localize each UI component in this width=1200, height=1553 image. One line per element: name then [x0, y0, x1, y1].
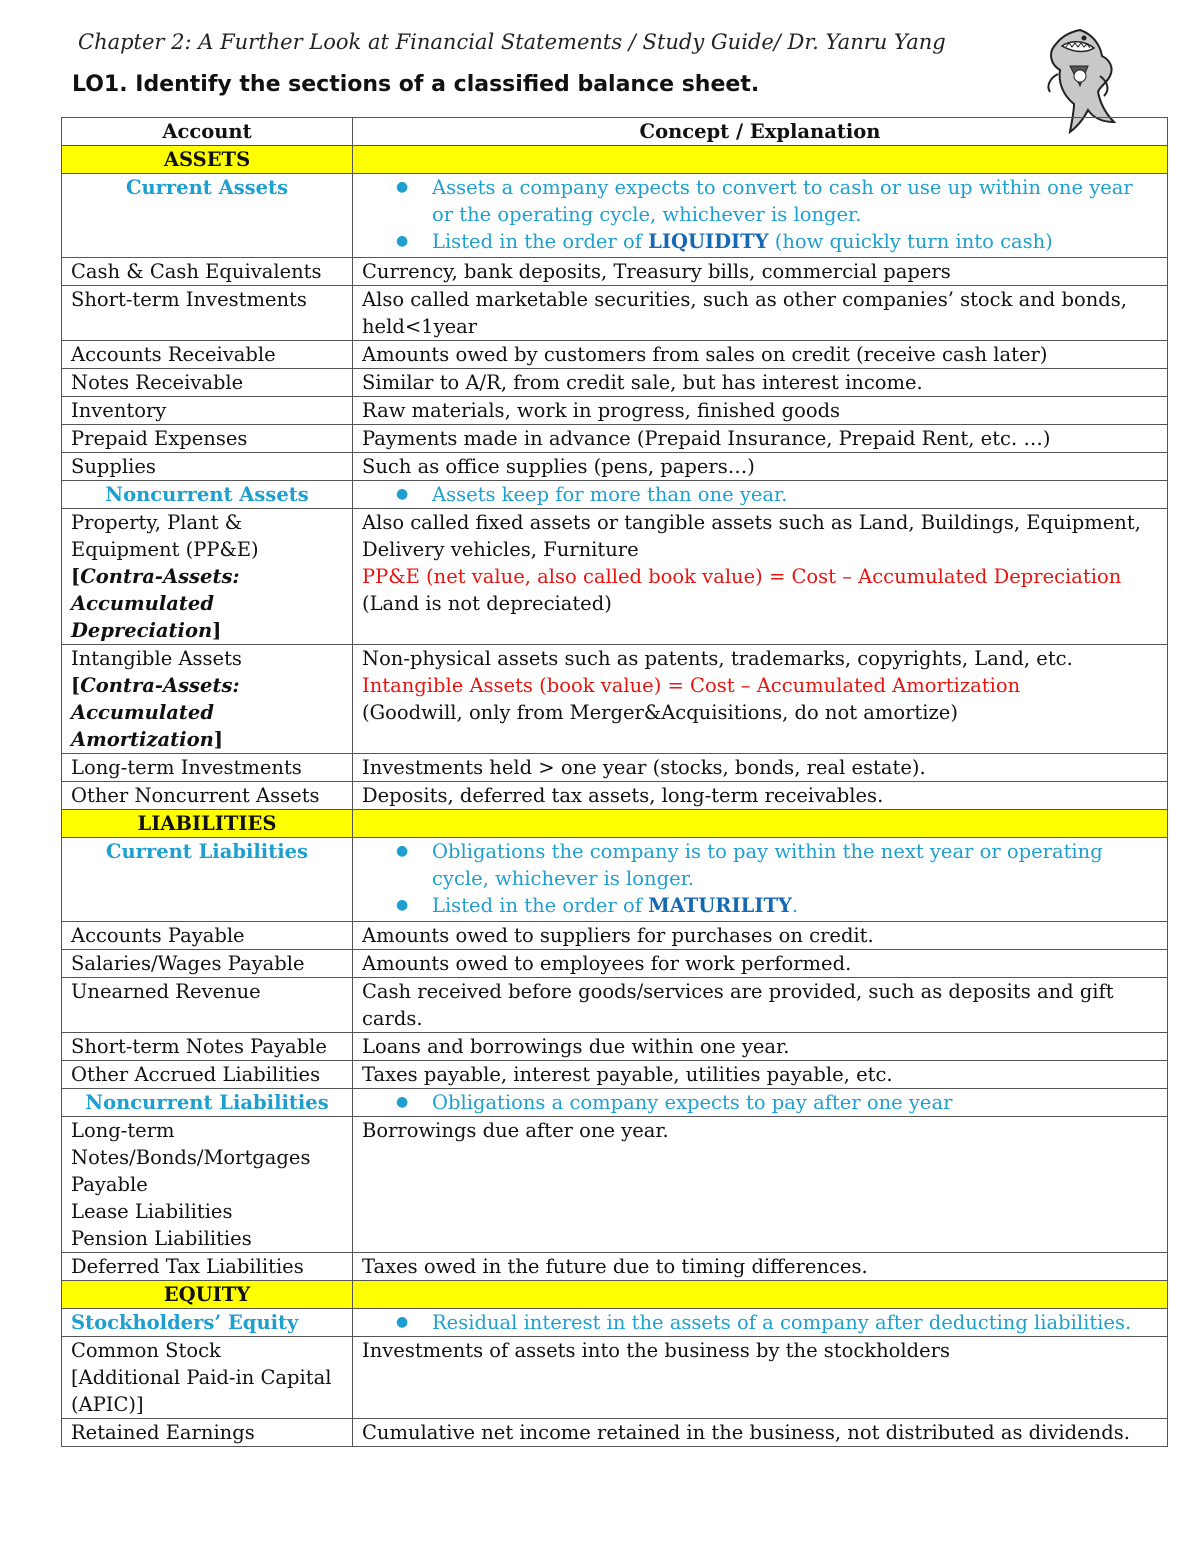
explanation-cell: Loans and borrowings due within one year.	[353, 1033, 1168, 1061]
explanation-cell: Deposits, deferred tax assets, long-term receivables.	[353, 782, 1168, 810]
account-cell: Retained Earnings	[62, 1419, 353, 1447]
table-row	[62, 258, 1168, 286]
account-cell: Prepaid Expenses	[62, 425, 353, 453]
account-cell: Short-term Investments	[62, 286, 353, 341]
account-cell: Common Stock [Additional Paid-in Capital (APIC)]	[62, 1337, 353, 1419]
table-row	[62, 369, 1168, 397]
section-row-liabilities	[62, 810, 1168, 838]
explanation-cell: Amounts owed to employees for work performed.	[353, 950, 1168, 978]
subsection-row-stockholders-equity	[62, 1309, 1168, 1337]
table-row	[62, 1033, 1168, 1061]
bullet-item: ● Residual interest in the assets of a company after deducting liabilities.	[432, 1309, 1158, 1336]
section-row-equity	[62, 1281, 1168, 1309]
account-cell: Deferred Tax Liabilities	[62, 1253, 353, 1281]
table-header-row	[62, 118, 1168, 146]
bullet-item: ● Obligations the company is to pay within the next year or operating cycle, whichever is longer.	[432, 838, 1158, 892]
explanation-cell: Borrowings due after one year.	[353, 1117, 1168, 1253]
account-cell: Other Noncurrent Assets	[62, 782, 353, 810]
explanation-cell: Cumulative net income retained in the business, not distributed as dividends.	[353, 1419, 1168, 1447]
explanation-cell: Taxes owed in the future due to timing differences.	[353, 1253, 1168, 1281]
column-header-account: Account	[62, 118, 353, 146]
table-row	[62, 509, 1168, 645]
account-cell: Notes Receivable	[62, 369, 353, 397]
section-row-assets	[62, 146, 1168, 174]
learning-objective-title: LO1. Identify the sections of a classified balance sheet.	[72, 72, 760, 97]
bullet-item: ● Assets a company expects to convert to cash or use up within one year or the operating cycle, whichever is longer.	[432, 174, 1158, 228]
table-row	[62, 1117, 1168, 1253]
subsection-row-current-liabilities	[62, 838, 1168, 922]
contra-label: Contra-Assets:	[80, 674, 240, 697]
table-row	[62, 922, 1168, 950]
explanation-cell: Also called marketable securities, such as other companies’ stock and bonds, held<1year	[353, 286, 1168, 341]
subsection-label: Current Liabilities	[62, 838, 353, 922]
explanation-cell: Investments held > one year (stocks, bonds, real estate).	[353, 754, 1168, 782]
account-cell: Accounts Receivable	[62, 341, 353, 369]
table-row	[62, 397, 1168, 425]
explanation-cell: Amounts owed by customers from sales on credit (receive cash later)	[353, 341, 1168, 369]
subsection-row-noncurrent-liabilities	[62, 1089, 1168, 1117]
bullet-item: ● Listed in the order of LIQUIDITY (how quickly turn into cash)	[432, 228, 1158, 255]
table-row	[62, 425, 1168, 453]
subsection-label: Current Assets	[62, 174, 353, 258]
account-cell: Long-term Notes/Bonds/Mortgages Payable Lease Liabilities Pension Liabilities	[62, 1117, 353, 1253]
subsection-label: Noncurrent Liabilities	[62, 1089, 353, 1117]
explanation-cell: Payments made in advance (Prepaid Insurance, Prepaid Rent, etc. …)	[353, 425, 1168, 453]
table-row	[62, 1337, 1168, 1419]
explanation-cell: Amounts owed to suppliers for purchases on credit.	[353, 922, 1168, 950]
account-cell: Property, Plant & Equipment (PP&E) [Contra-Assets: Accumulated Depreciation]	[62, 509, 353, 645]
account-cell: Long-term Investments	[62, 754, 353, 782]
explanation-cell: Currency, bank deposits, Treasury bills, commercial papers	[353, 258, 1168, 286]
keyword: MATURILITY	[648, 894, 792, 917]
explanation-cell: Such as office supplies (pens, papers…)	[353, 453, 1168, 481]
account-cell: Salaries/Wages Payable	[62, 950, 353, 978]
section-label: LIABILITIES	[62, 810, 353, 838]
formula-text: Intangible Assets (book value) = Cost – Accumulated Amortization	[362, 674, 1021, 697]
bullet-item: ● Listed in the order of MATURILITY.	[432, 892, 1158, 919]
table-row	[62, 645, 1168, 754]
balance-sheet-table	[61, 117, 1168, 1447]
explanation-cell: Investments of assets into the business by the stockholders	[353, 1337, 1168, 1419]
table-row	[62, 453, 1168, 481]
account-cell: Cash & Cash Equivalents	[62, 258, 353, 286]
contra-label: Contra-Assets:	[80, 565, 240, 588]
table-row	[62, 286, 1168, 341]
bullet-item: ● Obligations a company expects to pay after one year	[432, 1089, 1158, 1116]
explanation-cell: Taxes payable, interest payable, utilities payable, etc.	[353, 1061, 1168, 1089]
account-cell: Supplies	[62, 453, 353, 481]
subsection-label: Stockholders’ Equity	[62, 1309, 353, 1337]
contra-name: Accumulated Amortization	[71, 701, 214, 751]
account-cell: Unearned Revenue	[62, 978, 353, 1033]
explanation-cell: Cash received before goods/services are provided, such as deposits and gift cards.	[353, 978, 1168, 1033]
explanation-cell: Also called fixed assets or tangible assets such as Land, Buildings, Equipment, Delivery vehicles, Furniture PP&E (net value, also called book value) = Cost – Accumulated Depreciation (Land is not depreciated)	[353, 509, 1168, 645]
account-cell: Inventory	[62, 397, 353, 425]
account-cell: Other Accrued Liabilities	[62, 1061, 353, 1089]
explanation-cell: Similar to A/R, from credit sale, but has interest income.	[353, 369, 1168, 397]
table-row	[62, 754, 1168, 782]
account-cell: Accounts Payable	[62, 922, 353, 950]
keyword: LIQUIDITY	[648, 230, 769, 253]
table-row	[62, 950, 1168, 978]
account-cell: Short-term Notes Payable	[62, 1033, 353, 1061]
table-row	[62, 341, 1168, 369]
explanation-cell: Non-physical assets such as patents, trademarks, copyrights, Land, etc. Intangible Assets (book value) = Cost – Accumulated Amortization (Goodwill, only from Merger&Acquisitions, do not amortize)	[353, 645, 1168, 754]
account-cell: Intangible Assets [Contra-Assets: Accumulated Amortization]	[62, 645, 353, 754]
column-header-explanation: Concept / Explanation	[353, 118, 1168, 146]
subsection-label: Noncurrent Assets	[62, 481, 353, 509]
explanation-cell: Raw materials, work in progress, finished goods	[353, 397, 1168, 425]
contra-name: Accumulated Depreciation	[71, 592, 214, 642]
table-row	[62, 1061, 1168, 1089]
formula-text: PP&E (net value, also called book value) = Cost – Accumulated Depreciation	[362, 565, 1122, 588]
table-row	[62, 978, 1168, 1033]
bullet-item: ● Assets keep for more than one year.	[432, 481, 1158, 508]
subsection-row-current-assets	[62, 174, 1168, 258]
subsection-row-noncurrent-assets	[62, 481, 1168, 509]
section-label: EQUITY	[62, 1281, 353, 1309]
table-row	[62, 1253, 1168, 1281]
table-row	[62, 782, 1168, 810]
table-row	[62, 1419, 1168, 1447]
document-header: Chapter 2: A Further Look at Financial Statements / Study Guide/ Dr. Yanru Yang	[78, 30, 946, 54]
section-label: ASSETS	[62, 146, 353, 174]
